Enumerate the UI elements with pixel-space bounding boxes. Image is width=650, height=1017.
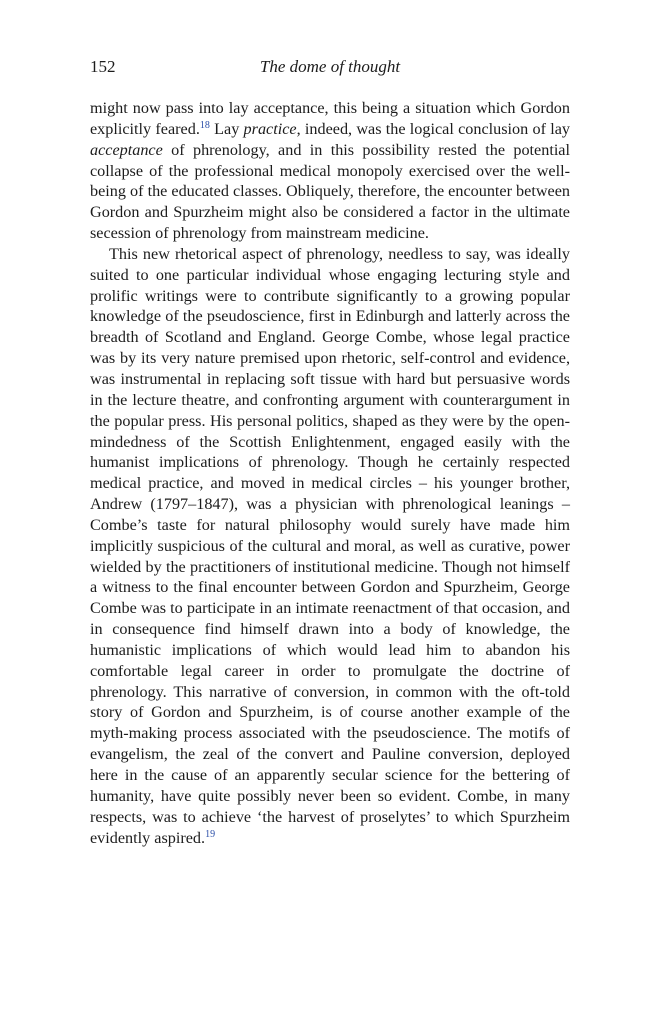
running-head [90,54,570,80]
book-page [90,54,570,848]
footnote-reference-19[interactable]: 19 [205,828,216,840]
text-segment: , indeed, was the logical conclusion of lay [296,119,570,138]
body-text [90,98,570,848]
page-number: 152 [90,57,116,76]
paragraph-1 [90,98,570,244]
italic-text-acceptance: acceptance [90,140,163,159]
footnote-reference-18[interactable]: 18 [199,119,210,131]
text-segment: This new rhetorical aspect of phrenology, needless to say, was ideally suited to one particular individual whose engaging lecturing style and prolific writings were to contribute significantly to a growing popular knowledge of the pseudoscience, first in Edinburgh and latterly across the breadth of Scotland and England. George Combe, whose legal practice was by its very nature premised upon rhetoric, self-control and evidence, was instrumental in replacing soft tissue with hard but persuasive words in the lecture theatre, and confronting argument with counterargument in the popular press. His personal politics, shaped as they were by the open-mindedness of the Scottish Enlightenment, engaged easily with the humanist implications of phrenology. Though he certainly respected medical practice, and moved in medical circles – his younger brother, Andrew (1797–1847), was a physician with phrenological leanings – Combe’s taste for natural philosophy would surely have made him implicitly suspicious of the cultural and moral, as well as curative, power wielded by the practitioners of institutional medicine. Though not himself a witness to the final encounter between Gordon and Spurzheim, George Combe was to participate in an intimate reenactment of that occasion, and in consequence find himself drawn into a body of knowledge, the humanistic implications of which would lead him to abandon his comfortable legal career in order to promulgate the doctrine of phrenology. This narrative of conversion, in common with the oft-told story of Gordon and Spurzheim, is of course another example of the myth-making process associated with the pseudoscience. The motifs of evangelism, the zeal of the convert and Pauline conversion, deployed here in the cause of an apparently secular science for the bettering of humanity, have quite possibly never been so evident. Combe, in many respects, was to achieve ‘the harvest of proselytes’ to which Spurzheim evidently aspired. [90,244,570,847]
text-segment: of phrenology, and in this possibility rested the potential collapse of the professional medical monopoly exercised over the well-being of the educated classes. Obliquely, therefore, the encounter between Gordon and Spurzheim might also be considered a factor in the ultimate secession of phrenology from mainstream medicine. [90,140,570,243]
text-segment: Lay [209,119,244,138]
running-title: The dome of thought [259,57,401,76]
paragraph-2 [90,244,570,848]
text-segment: might now pass into lay acceptance, this being a situation which Gordon explicitly feared. [90,99,570,138]
italic-text-practice: practice [243,119,297,138]
